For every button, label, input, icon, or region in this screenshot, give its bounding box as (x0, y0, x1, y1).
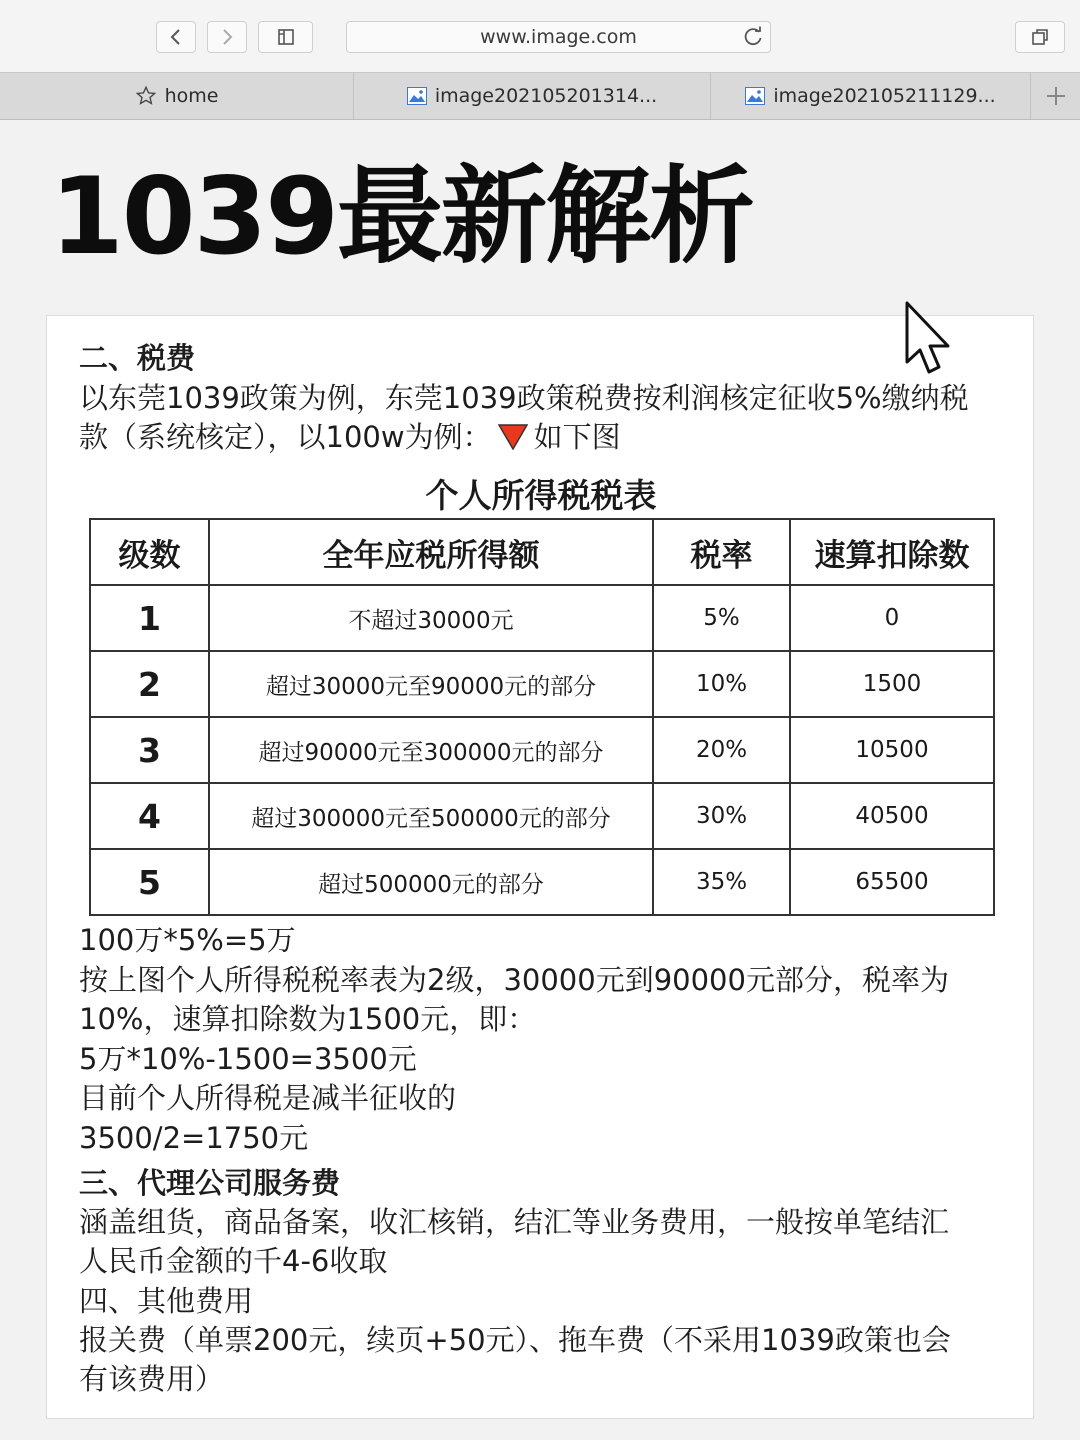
cell-deduction: 1500 (790, 651, 994, 717)
calc-line-5: 目前个人所得税是减半征收的 (79, 1081, 457, 1115)
forward-button[interactable] (207, 21, 247, 53)
section-2-text-end: 如下图 (533, 420, 621, 454)
cell-income: 超过500000元的部分 (209, 849, 653, 915)
section-2-text: 款（系统核定），以100w为例： (79, 420, 492, 454)
star-icon (135, 85, 157, 107)
header-level: 级数 (90, 519, 209, 585)
cell-income: 超过90000元至300000元的部分 (209, 717, 653, 783)
section-4-paragraph-line-1: 报关费（单票200元，续页+50元）、拖车费（不采用1039政策也会 (79, 1323, 951, 1357)
calc-line-6: 3500/2=1750元 (79, 1121, 309, 1155)
table-row (90, 849, 994, 915)
cell-level: 3 (90, 717, 209, 783)
image-icon (745, 87, 765, 105)
header-deduction: 速算扣除数 (790, 519, 994, 585)
section-3-paragraph-line-2: 人民币金额的千4-6收取 (79, 1244, 388, 1278)
table-row (90, 783, 994, 849)
down-triangle-icon (498, 424, 528, 450)
section-4-title: 四、其他费用 (79, 1284, 254, 1318)
tab-label: image202105201314... (434, 85, 658, 107)
section-4-paragraph-line-2: 有该费用） (79, 1362, 225, 1396)
calc-line-2: 按上图个人所得税税率表为2级，30000元到90000元部分，税率为 (79, 963, 949, 997)
tax-rate-table (89, 518, 995, 916)
table-row (90, 651, 994, 717)
cell-income: 不超过30000元 (209, 585, 653, 651)
table-title: 个人所得税税表 (425, 476, 657, 515)
cell-deduction: 0 (790, 585, 994, 651)
cell-rate: 20% (653, 717, 790, 783)
content-card (46, 315, 1034, 1419)
url-text: www.image.com (480, 26, 637, 48)
cell-level: 2 (90, 651, 209, 717)
chevron-right-icon (220, 28, 234, 46)
mouse-cursor-icon (904, 300, 956, 380)
image-icon (407, 87, 427, 105)
tab-image-2[interactable] (711, 73, 1031, 119)
header-rate: 税率 (653, 519, 790, 585)
tab-strip (0, 72, 1080, 120)
section-3-paragraph-line-1: 涵盖组货，商品备案，收汇核销，结汇等业务费用，一般按单笔结汇 (79, 1205, 950, 1239)
page-title: 1039最新解析 (50, 155, 754, 278)
tab-label: home (164, 85, 219, 107)
cell-rate: 30% (653, 783, 790, 849)
tabs-icon (1030, 27, 1050, 47)
address-bar[interactable] (346, 21, 771, 53)
cell-level: 5 (90, 849, 209, 915)
cell-deduction: 10500 (790, 717, 994, 783)
table-header-row (90, 519, 994, 585)
cell-deduction: 65500 (790, 849, 994, 915)
sidebar-icon (277, 28, 295, 46)
cell-deduction: 40500 (790, 783, 994, 849)
cell-income: 超过30000元至90000元的部分 (209, 651, 653, 717)
cell-rate: 5% (653, 585, 790, 651)
table-row (90, 717, 994, 783)
calc-line-1: 100万*5%=5万 (79, 923, 296, 957)
calc-line-4: 5万*10%-1500=3500元 (79, 1042, 417, 1076)
tab-home[interactable] (0, 73, 354, 119)
cell-income: 超过300000元至500000元的部分 (209, 783, 653, 849)
tab-label: image202105211129... (773, 85, 996, 107)
reload-button[interactable] (742, 26, 764, 53)
sidebar-button[interactable] (258, 21, 313, 53)
reload-icon (742, 26, 764, 48)
tab-image-1[interactable] (354, 73, 711, 119)
back-button[interactable] (156, 21, 196, 53)
calc-line-3: 10%，速算扣除数为1500元，即： (79, 1002, 537, 1036)
section-2-title: 二、税费 (79, 341, 196, 375)
section-2-paragraph-line-1: 以东莞1039政策为例，东莞1039政策税费按利润核定征收5%缴纳税 (79, 381, 969, 415)
plus-icon (1045, 85, 1067, 107)
cell-level: 1 (90, 585, 209, 651)
tab-overview-button[interactable] (1015, 21, 1065, 53)
section-2-paragraph-line-2 (79, 417, 621, 457)
browser-toolbar (0, 0, 1080, 72)
cell-rate: 35% (653, 849, 790, 915)
cell-level: 4 (90, 783, 209, 849)
table-row (90, 585, 994, 651)
header-income: 全年应税所得额 (209, 519, 653, 585)
chevron-left-icon (169, 28, 183, 46)
section-3-title: 三、代理公司服务费 (79, 1166, 341, 1200)
cell-rate: 10% (653, 651, 790, 717)
new-tab-button[interactable] (1031, 73, 1080, 119)
